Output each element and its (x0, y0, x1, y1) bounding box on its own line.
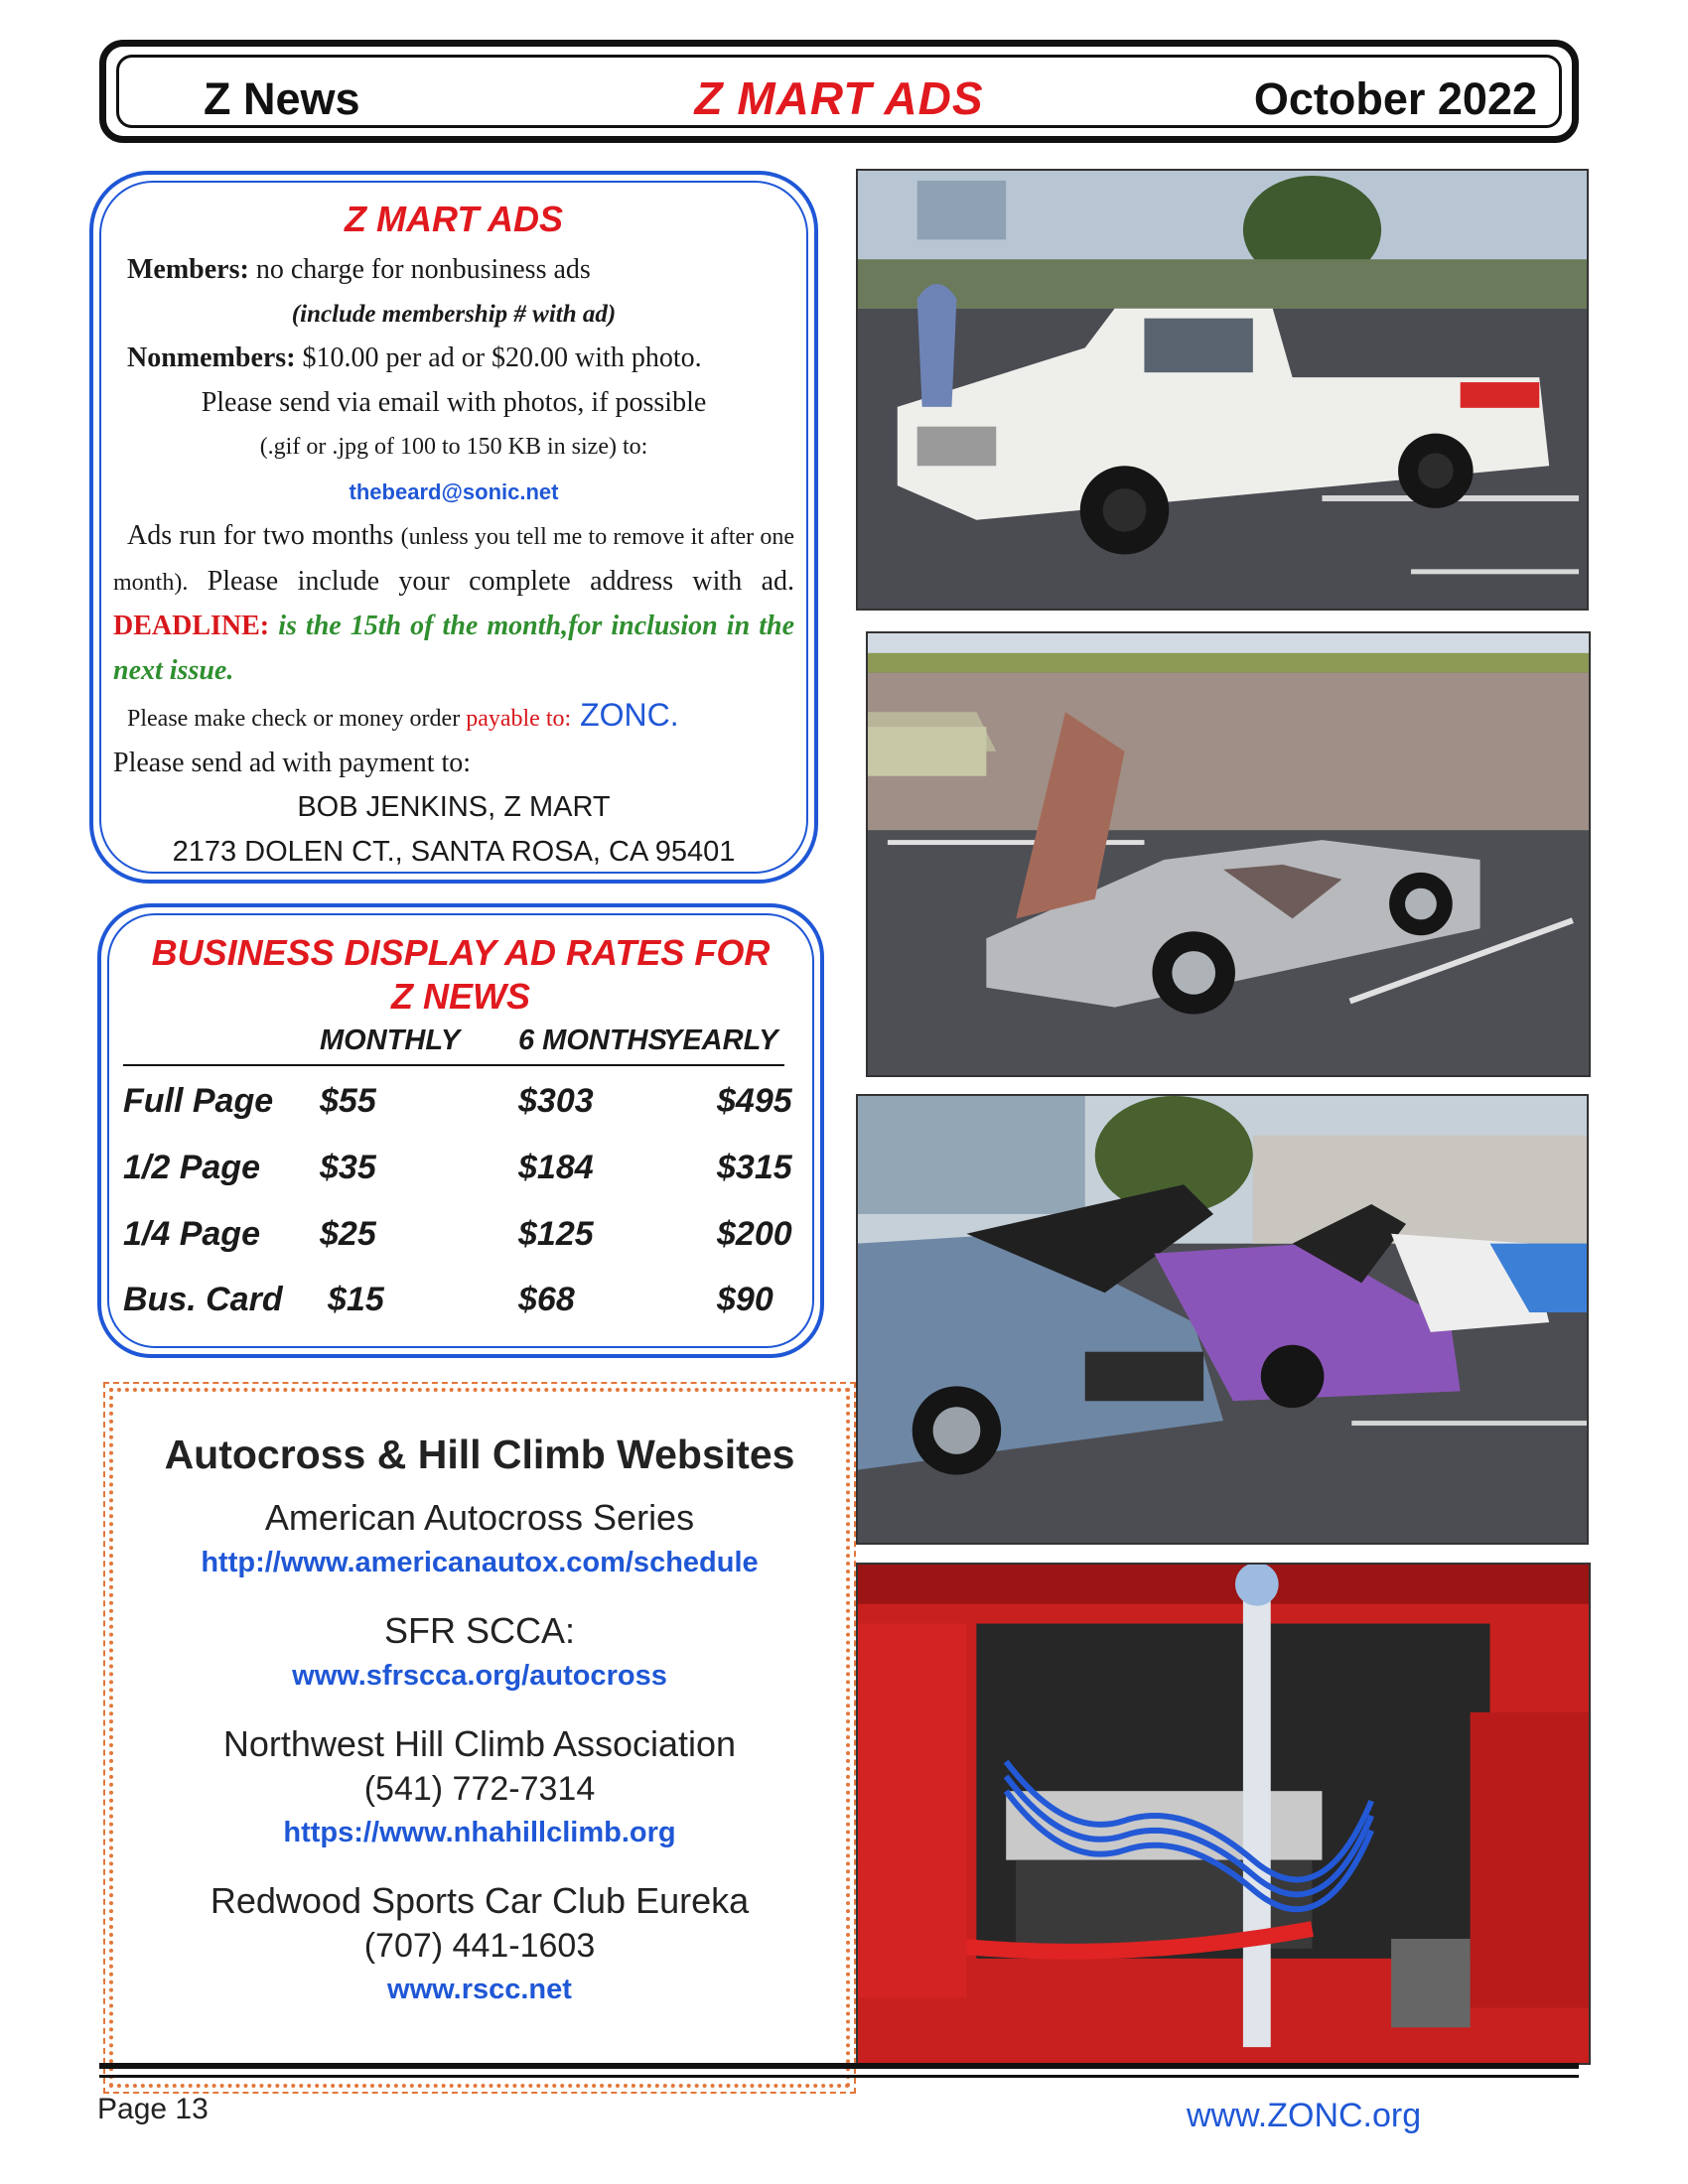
send-line: Please send via email with photos, if possible (201, 386, 707, 418)
zmart-info-box (89, 171, 818, 884)
rate-row (123, 1082, 798, 1142)
rate-monthly: $35 (320, 1149, 376, 1186)
deadline-label: DEADLINE: (113, 611, 270, 641)
rate-yearly: $315 (717, 1149, 792, 1186)
ads-run-b: (unless you tell me to remove it after one month). (113, 524, 795, 596)
rate-label: Bus. Card (123, 1281, 283, 1318)
autocross-websites-box (109, 1388, 850, 2088)
page-number: Page 13 (97, 2093, 209, 2125)
list-item (113, 1495, 846, 1584)
org-phone: (541) 772-7314 (363, 1770, 596, 1808)
org-link[interactable]: www.rscc.net (387, 1974, 572, 2005)
org-link[interactable]: https://www.nhahillclimb.org (283, 1817, 676, 1848)
payable-to: payable to: (466, 706, 572, 732)
rate-yearly: $90 (717, 1281, 774, 1318)
ads-run-paragraph (113, 514, 794, 693)
members-text: no charge for nonbusiness ads (248, 254, 591, 285)
photo-engine-bay (856, 1563, 1591, 2065)
photo-white-pickup (856, 169, 1589, 611)
zmart-box-body (113, 248, 794, 874)
org-link[interactable]: http://www.americanautox.com/schedule (201, 1547, 759, 1578)
rate-label: Full Page (123, 1082, 274, 1120)
ads-run-c: Please include your complete address with ad. (188, 565, 794, 597)
zonc-name: ZONC. (571, 697, 679, 733)
format-line: (.gif or .jpg of 100 to 150 KB in size) to: (259, 434, 648, 460)
col-yearly: YEARLY (663, 1024, 778, 1056)
nonmembers-label: Nonmembers: (127, 342, 296, 373)
deadline-text: is the 15th of the month,for inclusion in the next issue. (113, 611, 794, 686)
rates-title-line-2: Z NEWS (391, 976, 530, 1017)
org-phone: (707) 441-1603 (363, 1927, 596, 1965)
rate-monthly: $55 (320, 1082, 376, 1120)
section-title: Z MART ADS (694, 72, 984, 124)
nonmembers-line (113, 337, 794, 381)
rate-row (123, 1281, 798, 1340)
ad-rates-box (97, 903, 824, 1358)
members-label: Members: (127, 254, 249, 285)
rate-row (123, 1215, 798, 1275)
footer-rule-thin (99, 2075, 1579, 2078)
membership-note: (include membership # with ad) (291, 300, 617, 328)
rates-title (101, 931, 820, 1019)
rates-header-row (123, 1024, 784, 1066)
footer-rule-thick (99, 2063, 1579, 2069)
rate-six-months: $184 (518, 1149, 594, 1186)
col-monthly: MONTHLY (320, 1024, 461, 1056)
check-line (113, 693, 794, 742)
check-text: Please make check or money order (127, 706, 467, 732)
publication-name: Z News (204, 73, 360, 124)
nonmembers-text: $10.00 per ad or $20.00 with photo. (295, 342, 702, 373)
rate-six-months: $68 (518, 1281, 575, 1318)
rate-yearly: $495 (717, 1082, 792, 1120)
list-item (113, 1608, 846, 1698)
rate-monthly: $25 (320, 1215, 376, 1253)
col-6months: 6 MONTHS (518, 1024, 667, 1056)
photo-infiniti-lineup (856, 1094, 1589, 1545)
email-link[interactable]: thebeard@sonic.net (349, 478, 559, 504)
ads-run-a: Ads run for two months (127, 520, 401, 551)
org-name: SFR SCCA: (383, 1610, 576, 1651)
address-line-2: 2173 DOLEN CT., SANTA ROSA, CA 95401 (172, 835, 736, 868)
list-item (113, 1878, 846, 2011)
rate-monthly: $15 (328, 1281, 384, 1318)
send-with-payment: Please send ad with payment to: (113, 747, 472, 778)
autocross-title: Autocross & Hill Climb Websites (164, 1432, 795, 1477)
page-header (99, 40, 1579, 143)
rate-six-months: $303 (518, 1082, 594, 1120)
rate-label: 1/2 Page (123, 1149, 260, 1186)
org-name: American Autocross Series (264, 1497, 695, 1538)
photo-silver-roadster (866, 631, 1591, 1077)
rate-yearly: $200 (717, 1215, 792, 1253)
members-line (113, 248, 794, 293)
org-name: Northwest Hill Climb Association (222, 1723, 737, 1764)
org-link[interactable]: www.sfrscca.org/autocross (292, 1660, 667, 1692)
org-name: Redwood Sports Car Club Eureka (210, 1880, 750, 1921)
header-inner-frame (116, 55, 1562, 128)
autocross-list (113, 1495, 846, 2035)
rate-six-months: $125 (518, 1215, 594, 1253)
zmart-box-title: Z MART ADS (345, 199, 563, 239)
website-link[interactable]: www.ZONC.org (1187, 2097, 1422, 2134)
list-item (113, 1721, 846, 1854)
issue-date: October 2022 (1253, 73, 1537, 124)
address-line-1: BOB JENKINS, Z MART (297, 791, 611, 823)
rates-title-line-1: BUSINESS DISPLAY AD RATES FOR (151, 932, 771, 973)
rate-label: 1/4 Page (123, 1215, 260, 1253)
rate-row (123, 1149, 798, 1208)
